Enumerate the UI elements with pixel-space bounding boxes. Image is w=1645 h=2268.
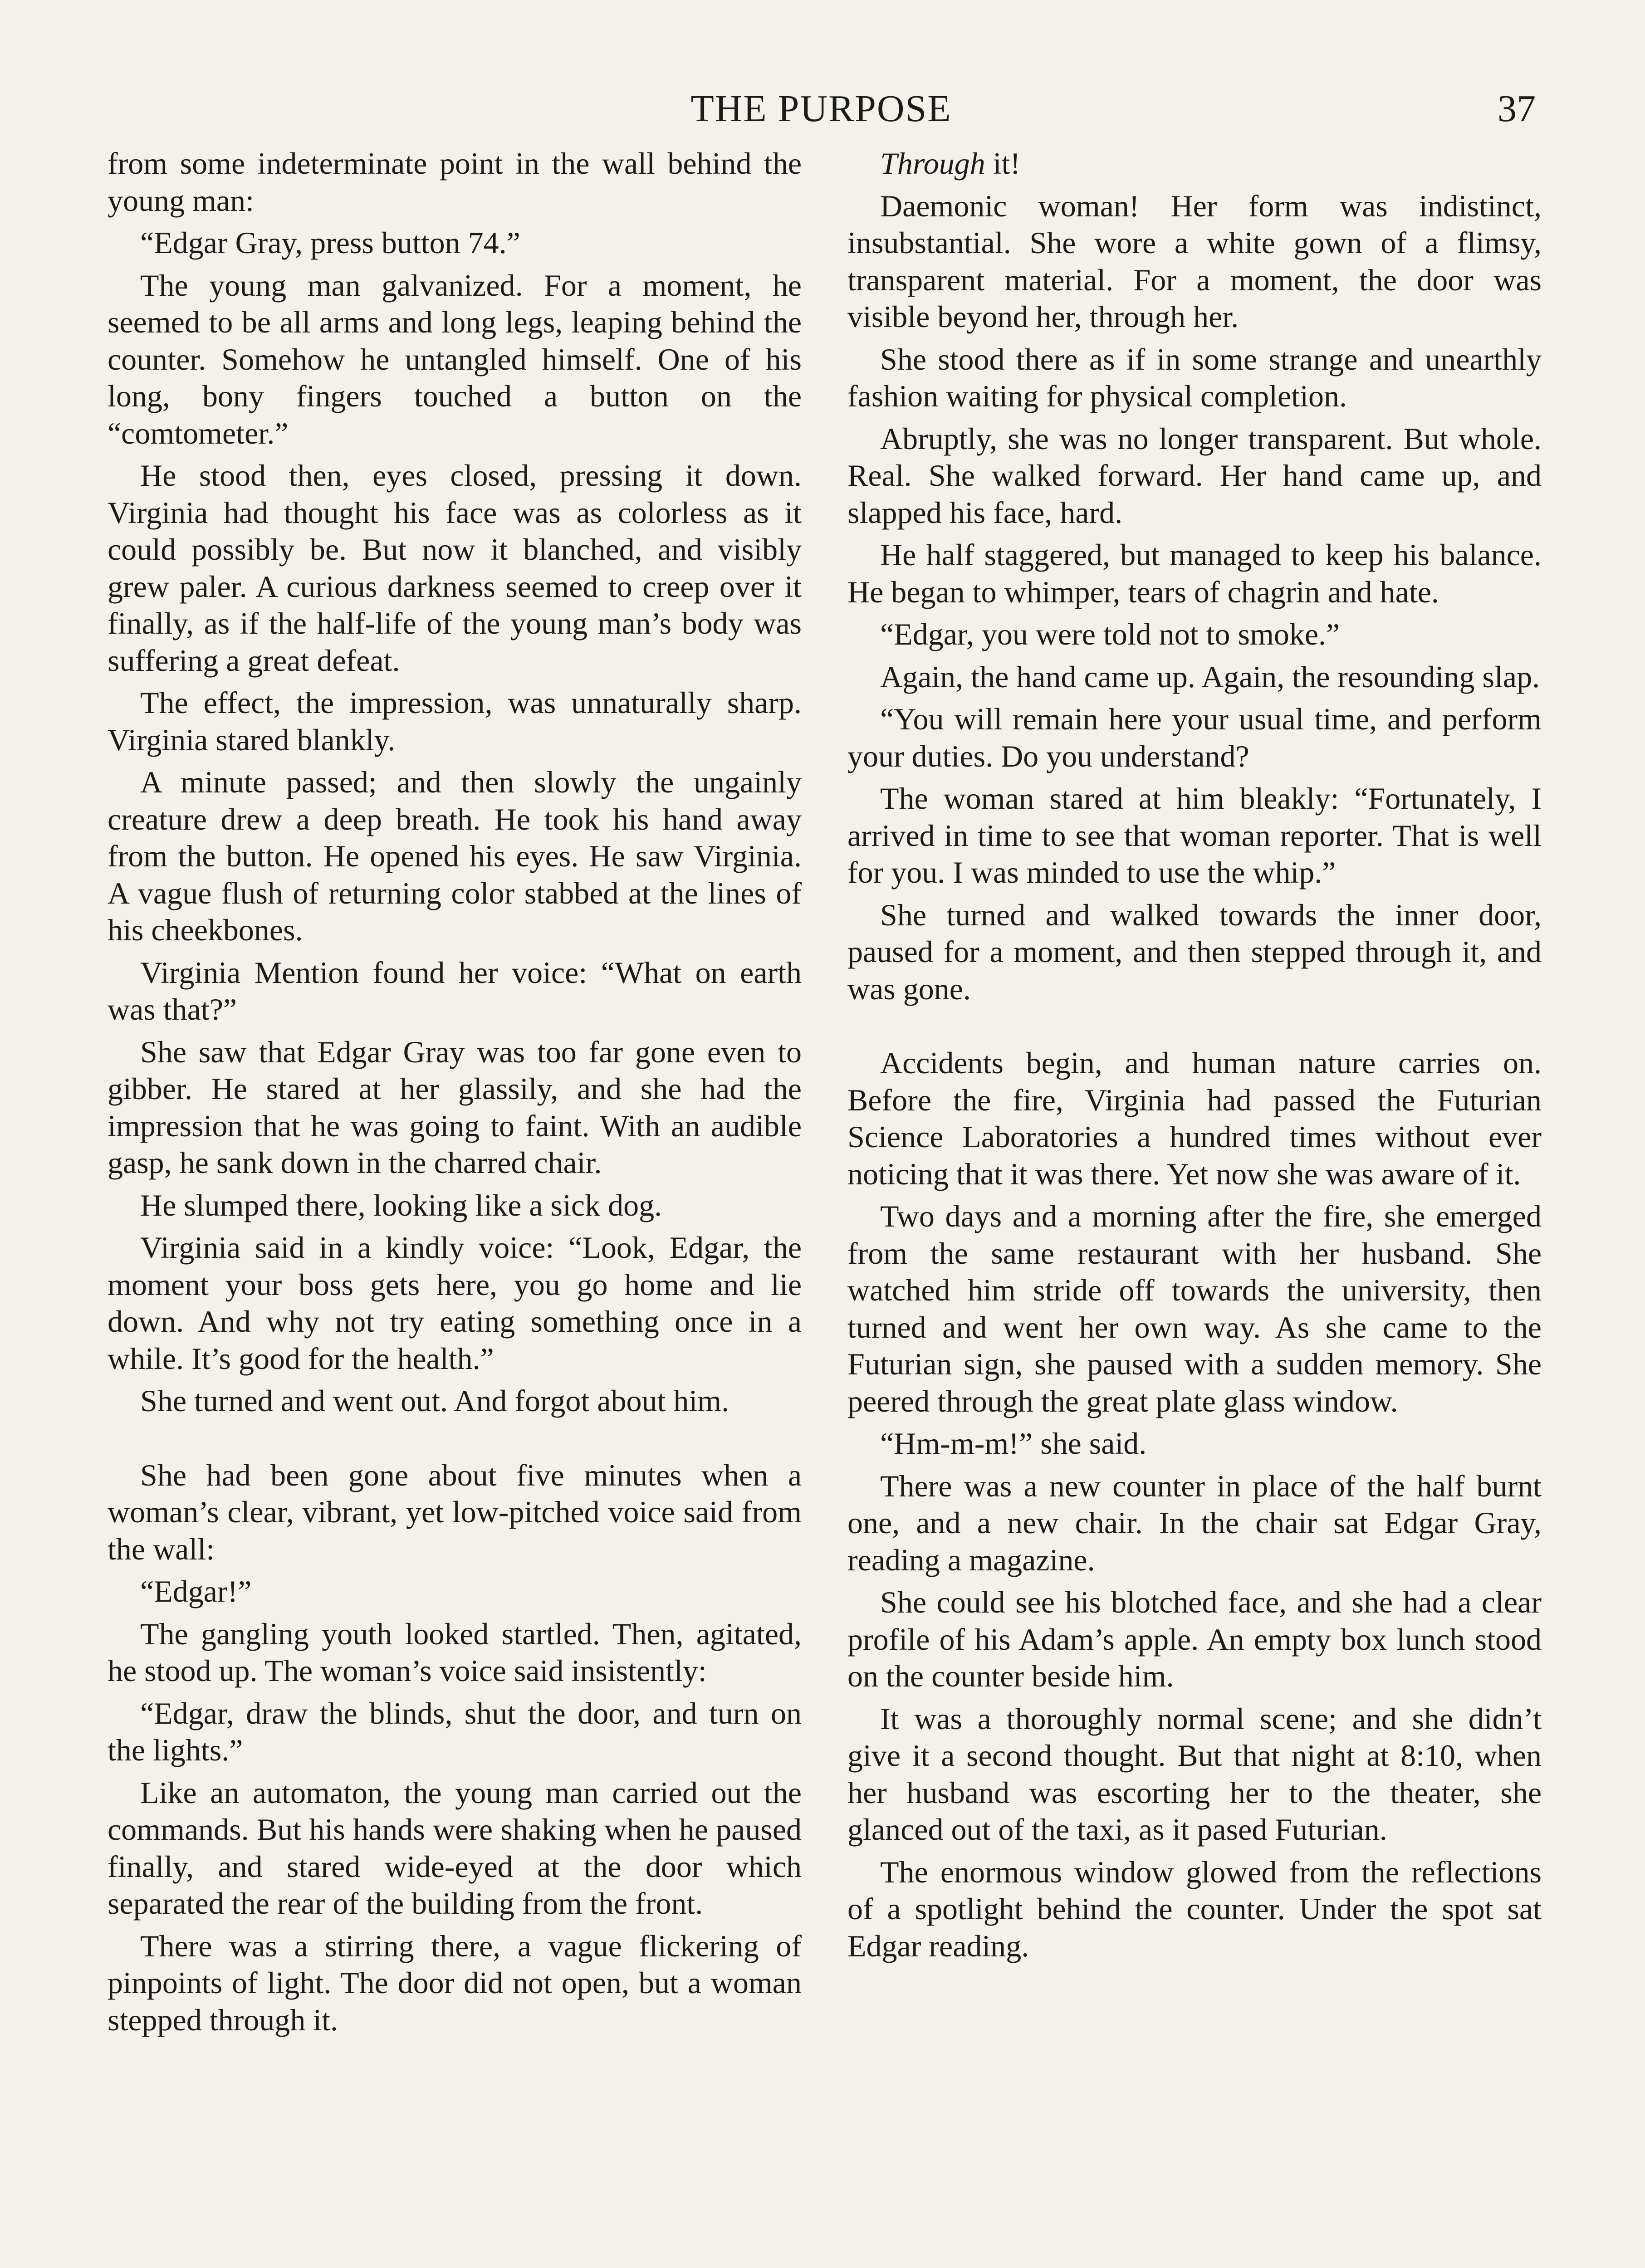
paragraph: “You will remain here your usual time, and perform your duties. Do you understand? xyxy=(847,702,1542,773)
paragraph: She turned and walked towards the inner door, paused for a moment, and then stepped through it, and was gone. xyxy=(847,897,1542,1006)
paragraph: The woman stared at him bleakly: “Fortunately, I arrived in time to see that woman reporter. That is well for you. I was minded to use the whip.” xyxy=(847,781,1542,890)
running-title: THE PURPOSE xyxy=(690,88,952,130)
paragraph: Again, the hand came up. Again, the resounding slap. xyxy=(880,659,1540,694)
paragraph: She had been gone about five minutes when a woman’s clear, vibrant, yet low-pitched voice said from the wall: xyxy=(108,1457,802,1566)
paragraph: She could see his blotched face, and she had a clear profile of his Adam’s apple. An empty box lunch stood on the counter beside him. xyxy=(847,1585,1542,1693)
paragraph-rest: it! xyxy=(985,146,1021,181)
paragraph: She stood there as if in some strange and unearthly fashion waiting for physical completion. xyxy=(847,342,1542,413)
paragraph: The young man galvanized. For a moment, he seemed to be all arms and long legs, leaping behind the counter. Somehow he untangled himself. One of his long, bony fingers touched a button on the “comtometer.” xyxy=(108,268,802,450)
paragraph: Virginia Mention found her voice: “What on earth was that?” xyxy=(108,955,802,1026)
paragraph: from some indeterminate point in the wall behind the young man: xyxy=(108,146,802,218)
left-column xyxy=(108,145,802,2044)
paragraph xyxy=(847,145,1542,182)
paragraph: Daemonic woman! Her form was indistinct, insubstantial. She wore a white gown of a flimsy, transparent material. For a moment, the door was visible beyond her, through her. xyxy=(847,188,1542,334)
paragraph: There was a new counter in place of the half burnt one, and a new chair. In the chair sat Edgar Gray, reading a magazine. xyxy=(847,1468,1542,1577)
paragraph: A minute passed; and then slowly the ungainly creature drew a deep breath. He took his hand away from the button. He opened his eyes. He saw Virginia. A vague flush of returning color stabbed at the lines of his cheekbones. xyxy=(108,765,802,947)
paragraph: The enormous window glowed from the reflections of a spotlight behind the counter. Under the spot sat Edgar reading. xyxy=(847,1854,1542,1963)
paragraph: He slumped there, looking like a sick dog. xyxy=(140,1188,662,1222)
paragraph: The gangling youth looked startled. Then, agitated, he stood up. The woman’s voice said insistently: xyxy=(108,1616,802,1688)
right-column xyxy=(847,145,1542,1970)
paragraph: “Edgar, draw the blinds, shut the door, and turn on the lights.” xyxy=(108,1696,802,1767)
paragraph: She turned and went out. And forgot about him. xyxy=(140,1383,729,1418)
paragraph: Abruptly, she was no longer transparent. But whole. Real. She walked forward. Her hand came up, and slapped his face, hard. xyxy=(847,421,1542,530)
paragraph: Two days and a morning after the fire, she emerged from the same restaurant with her husband. She watched him stride off towards the university, then turned and went her own way. As she came to the Futurian sign, she paused with a sudden memory. She peered through the great plate glass window. xyxy=(847,1199,1542,1418)
paragraph: “Edgar Gray, press button 74.” xyxy=(140,225,520,260)
paragraph: Accidents begin, and human nature carries on. Before the fire, Virginia had passed the Futurian Science Laboratories a hundred times without ever noticing that it was there. Yet now she was aware of it. xyxy=(847,1046,1542,1191)
paragraph: She saw that Edgar Gray was too far gone even to gibber. He stared at her glassily, and she had the impression that he was going to faint. With an audible gasp, he sank down in the charred chair. xyxy=(108,1034,802,1180)
paragraph: The effect, the impression, was unnaturally sharp. Virginia stared blankly. xyxy=(108,685,802,757)
paragraph: It was a thoroughly normal scene; and she didn’t give it a second thought. But that night at 8:10, when her husband was escorting her to the theater, she glanced out of the taxi, as it pased Futurian. xyxy=(847,1701,1542,1847)
paragraph: “Edgar!” xyxy=(140,1574,252,1608)
paragraph: There was a stirring there, a vague flickering of pinpoints of light. The door did not open, but a woman stepped through it. xyxy=(108,1928,802,2037)
page-number: 37 xyxy=(1498,88,1536,130)
italic-emphasis: Through xyxy=(880,146,985,181)
paragraph: He half staggered, but managed to keep his balance. He began to whimper, tears of chagrin and hate. xyxy=(847,538,1542,609)
paragraph: “Edgar, you were told not to smoke.” xyxy=(880,617,1340,651)
paragraph: He stood then, eyes closed, pressing it down. Virginia had thought his face was as colorless as it could possibly be. But now it blanched, and visibly grew paler. A curious darkness seemed to creep over it finally, as if the half-life of the young man’s body was suffering a great defeat. xyxy=(108,458,802,678)
paragraph: Like an automaton, the young man carried out the commands. But his hands were shaking when he paused finally, and stared wide-eyed at the door which separated the rear of the building from the front. xyxy=(108,1775,802,1921)
running-header xyxy=(107,77,1536,145)
paragraph: Virginia said in a kindly voice: “Look, Edgar, the moment your boss gets here, you go home and lie down. And why not try eating something once in a while. It’s good for the health.” xyxy=(108,1230,802,1376)
paragraph: “Hm-m-m!” she said. xyxy=(880,1426,1147,1461)
